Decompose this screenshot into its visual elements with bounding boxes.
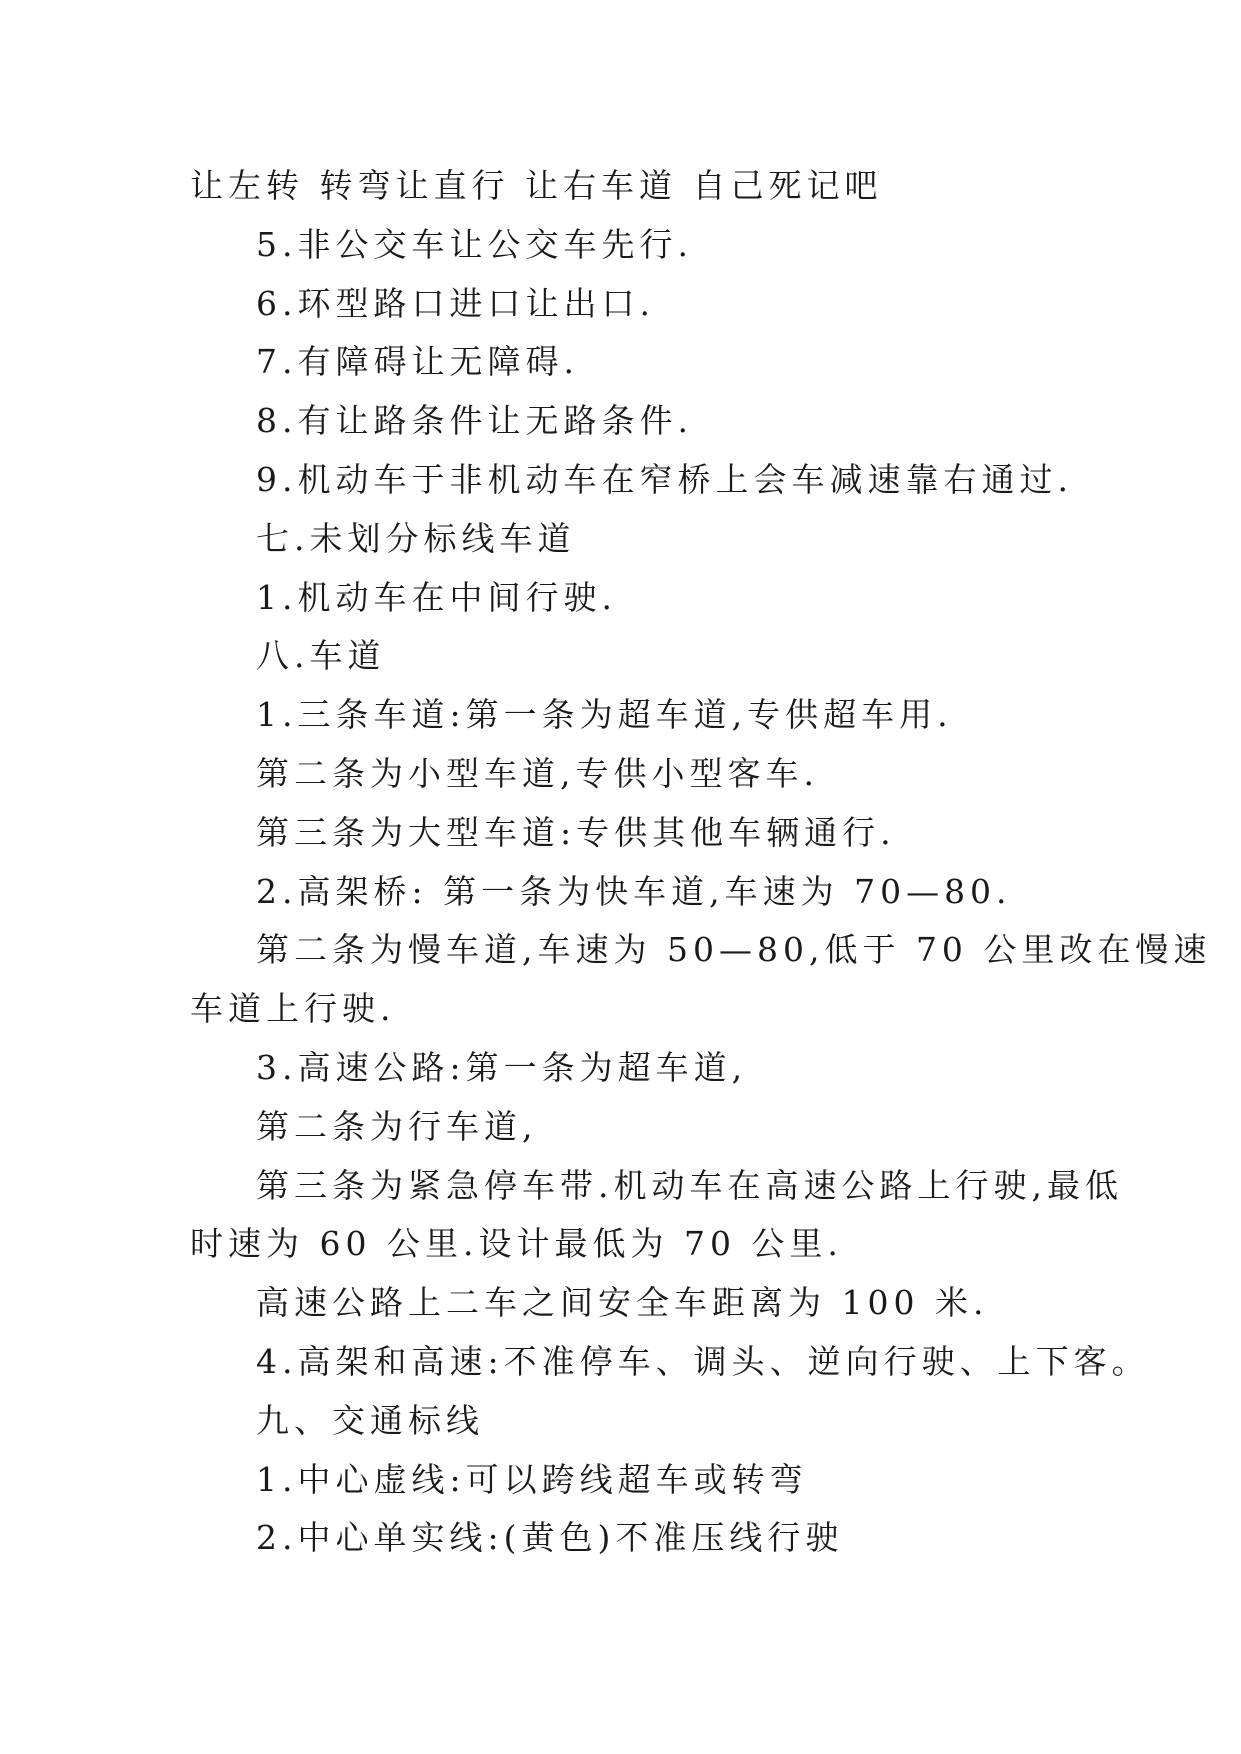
body-line: 8.有让路条件让无路条件. — [256, 401, 693, 441]
body-line: 车道上行驶. — [190, 989, 396, 1029]
body-line: 1.机动车在中间行驶. — [256, 577, 617, 617]
section-heading: 九、交通标线 — [256, 1400, 484, 1440]
body-line: 让左转 转弯让直行 让右车道 自己死记吧 — [190, 166, 883, 205]
body-line: 2.高架桥: 第一条为快车道,车速为 70—80. — [256, 871, 1012, 911]
body-line: 第二条为小型车道,专供小型客车. — [256, 753, 819, 793]
body-line: 1.三条车道:第一条为超车道,专供超车用. — [256, 695, 953, 735]
body-line: 3.高速公路:第一条为超车道, — [256, 1047, 748, 1087]
document-body — [190, 157, 1212, 1568]
body-line: 1.中心虚线:可以跨线超车或转弯 — [256, 1459, 808, 1499]
body-line: 第三条为大型车道:专供其他车辆通行. — [256, 812, 896, 852]
body-line: 9.机动车于非机动车在窄桥上会车减速靠右通过. — [256, 459, 1073, 499]
body-line: 第二条为行车道, — [256, 1106, 538, 1146]
body-line: 2.中心单实线:(黄色)不准压线行驶 — [256, 1518, 844, 1558]
body-line: 7.有障碍让无障碍. — [256, 342, 579, 382]
body-line: 5.非公交车让公交车先行. — [256, 224, 693, 264]
body-line: 第三条为紧急停车带.机动车在高速公路上行驶,最低 — [256, 1165, 1123, 1205]
section-heading: 七.未划分标线车道 — [256, 518, 576, 558]
body-line: 6.环型路口进口让出口. — [256, 283, 655, 323]
body-line: 时速为 60 公里.设计最低为 70 公里. — [190, 1224, 843, 1264]
body-line: 高速公路上二车之间安全车距离为 100 米. — [256, 1283, 989, 1323]
body-line: 4.高架和高速:不准停车、调头、逆向行驶、上下客。 — [256, 1341, 1150, 1381]
section-heading: 八.车道 — [256, 636, 386, 676]
body-line: 第二条为慢车道,车速为 50—80,低于 70 公里改在慢速 — [256, 930, 1212, 970]
